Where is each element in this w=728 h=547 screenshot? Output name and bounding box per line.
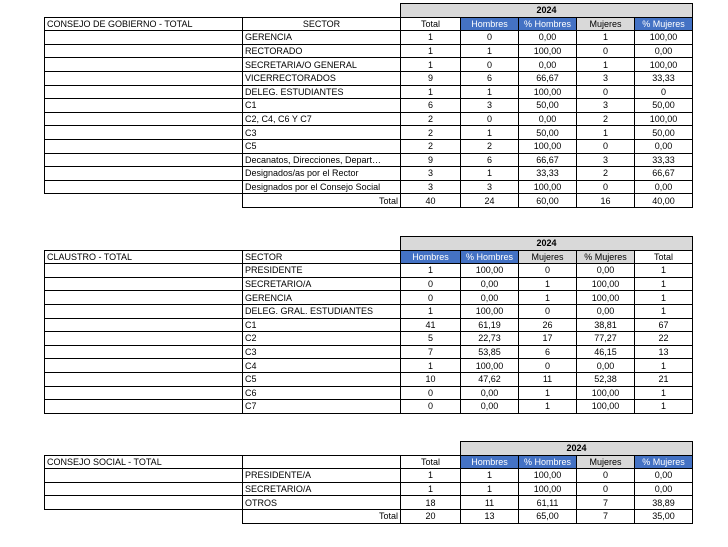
- value-cell: 21: [635, 372, 693, 386]
- table-title: CLAUSTRO - TOTAL: [45, 250, 243, 264]
- value-cell: 0,00: [577, 359, 635, 373]
- value-cell: 22,73: [461, 332, 519, 346]
- value-cell: 1: [635, 386, 693, 400]
- row-spacer: [45, 277, 243, 291]
- row-spacer: [45, 496, 243, 510]
- sector-cell: C2, C4, C6 Y C7: [243, 112, 401, 126]
- table-row: [45, 58, 693, 72]
- table-row: [45, 139, 693, 153]
- pct-hombres-header: % Hombres: [461, 250, 519, 264]
- value-cell: 3: [401, 167, 461, 181]
- sector-cell: DELEG. ESTUDIANTES: [243, 85, 401, 99]
- sector-cell: Decanatos, Direcciones, Depart…: [243, 153, 401, 167]
- total-hombres: 24: [461, 194, 519, 208]
- value-cell: 1: [401, 44, 461, 58]
- table-row: [45, 99, 693, 113]
- value-cell: 0: [577, 139, 635, 153]
- value-cell: 1: [461, 167, 519, 181]
- hombres-header: Hombres: [461, 17, 519, 31]
- row-spacer: [45, 71, 243, 85]
- value-cell: 0: [577, 44, 635, 58]
- row-spacer: [45, 139, 243, 153]
- value-cell: 0,00: [635, 469, 693, 483]
- value-cell: 67: [635, 318, 693, 332]
- value-cell: 6: [461, 71, 519, 85]
- value-cell: 66,67: [519, 71, 577, 85]
- value-cell: 1: [635, 291, 693, 305]
- sector-header: SECTOR: [243, 250, 401, 264]
- table-row: [45, 85, 693, 99]
- row-spacer: [45, 318, 243, 332]
- total-total: 40: [401, 194, 461, 208]
- value-cell: 1: [401, 31, 461, 45]
- total-row: [45, 194, 693, 208]
- row-spacer: [45, 359, 243, 373]
- table-row: [45, 482, 693, 496]
- sector-cell: C5: [243, 372, 401, 386]
- value-cell: 1: [519, 291, 577, 305]
- year-header-row: [45, 4, 693, 18]
- value-cell: 1: [519, 400, 577, 414]
- value-cell: 9: [401, 71, 461, 85]
- sector-cell: PRESIDENTE/A: [243, 469, 401, 483]
- row-spacer: [45, 44, 243, 58]
- table-row: [45, 496, 693, 510]
- value-cell: 100,00: [461, 359, 519, 373]
- sector-header: SECTOR: [243, 17, 401, 31]
- value-cell: 0: [461, 112, 519, 126]
- value-cell: 100,00: [461, 264, 519, 278]
- table-row: [45, 372, 693, 386]
- value-cell: 18: [401, 496, 461, 510]
- sector-cell: C6: [243, 386, 401, 400]
- sector-cell: Designados por el Consejo Social: [243, 180, 401, 194]
- sector-cell: C1: [243, 99, 401, 113]
- table-row: [45, 71, 693, 85]
- value-cell: 0,00: [635, 180, 693, 194]
- value-cell: 0,00: [577, 264, 635, 278]
- row-spacer: [45, 291, 243, 305]
- value-cell: 33,33: [635, 71, 693, 85]
- value-cell: 2: [401, 112, 461, 126]
- value-cell: 1: [401, 304, 461, 318]
- total-total: 20: [401, 509, 461, 523]
- value-cell: 26: [519, 318, 577, 332]
- table-row: [45, 264, 693, 278]
- value-cell: 0,00: [461, 277, 519, 291]
- table-row: [45, 345, 693, 359]
- value-cell: 0,00: [519, 112, 577, 126]
- table-row: [45, 332, 693, 346]
- consejo-gobierno-table: [44, 3, 693, 208]
- year-label: 2024: [461, 442, 693, 456]
- sector-cell: RECTORADO: [243, 44, 401, 58]
- sector-cell: VICERRECTORADOS: [243, 71, 401, 85]
- value-cell: 100,00: [577, 386, 635, 400]
- row-spacer: [45, 345, 243, 359]
- year-label: 2024: [401, 237, 693, 251]
- value-cell: 1: [635, 400, 693, 414]
- value-cell: 7: [401, 345, 461, 359]
- row-spacer: [45, 304, 243, 318]
- value-cell: 1: [401, 359, 461, 373]
- value-cell: 1: [461, 469, 519, 483]
- value-cell: 1: [461, 482, 519, 496]
- value-cell: 7: [577, 496, 635, 510]
- value-cell: 2: [461, 139, 519, 153]
- value-cell: 0,00: [519, 58, 577, 72]
- value-cell: 100,00: [577, 277, 635, 291]
- value-cell: 33,33: [519, 167, 577, 181]
- total-mujeres: 16: [577, 194, 635, 208]
- column-header-row: [45, 455, 693, 469]
- row-spacer: [45, 126, 243, 140]
- value-cell: 41: [401, 318, 461, 332]
- value-cell: 2: [577, 167, 635, 181]
- value-cell: 1: [577, 31, 635, 45]
- row-spacer: [45, 167, 243, 181]
- value-cell: 3: [577, 153, 635, 167]
- sector-cell: SECRETARIO/A: [243, 277, 401, 291]
- value-cell: 1: [461, 85, 519, 99]
- value-cell: 3: [461, 99, 519, 113]
- value-cell: 0,00: [635, 139, 693, 153]
- sector-header: [243, 455, 401, 469]
- value-cell: 6: [461, 153, 519, 167]
- sector-cell: GERENCIA: [243, 31, 401, 45]
- value-cell: 3: [577, 99, 635, 113]
- value-cell: 2: [577, 112, 635, 126]
- value-cell: 0,00: [461, 291, 519, 305]
- table-row: [45, 304, 693, 318]
- value-cell: 1: [635, 264, 693, 278]
- value-cell: 1: [401, 482, 461, 496]
- value-cell: 100,00: [519, 469, 577, 483]
- row-spacer: [45, 482, 243, 496]
- value-cell: 50,00: [635, 126, 693, 140]
- value-cell: 66,67: [635, 167, 693, 181]
- value-cell: 53,85: [461, 345, 519, 359]
- value-cell: 100,00: [519, 85, 577, 99]
- total-hombres: 13: [461, 509, 519, 523]
- value-cell: 100,00: [635, 58, 693, 72]
- value-cell: 1: [577, 58, 635, 72]
- value-cell: 11: [461, 496, 519, 510]
- pct-mujeres-header: % Mujeres: [635, 455, 693, 469]
- table-row: [45, 291, 693, 305]
- value-cell: 47,62: [461, 372, 519, 386]
- consejo-social-body: [45, 469, 693, 510]
- value-cell: 46,15: [577, 345, 635, 359]
- value-cell: 1: [519, 386, 577, 400]
- value-cell: 1: [635, 304, 693, 318]
- value-cell: 100,00: [519, 139, 577, 153]
- row-spacer: [45, 112, 243, 126]
- value-cell: 0,00: [461, 386, 519, 400]
- value-cell: 0,00: [635, 44, 693, 58]
- total-pct-mujeres: 40,00: [635, 194, 693, 208]
- table-row: [45, 126, 693, 140]
- table-row: [45, 153, 693, 167]
- value-cell: 0,00: [519, 31, 577, 45]
- total-row: [45, 509, 693, 523]
- value-cell: 1: [577, 126, 635, 140]
- row-spacer: [45, 400, 243, 414]
- value-cell: 0: [461, 58, 519, 72]
- row-spacer: [45, 180, 243, 194]
- table-row: [45, 400, 693, 414]
- row-spacer: [45, 264, 243, 278]
- total-mujeres: 7: [577, 509, 635, 523]
- value-cell: 1: [401, 264, 461, 278]
- table-row: [45, 167, 693, 181]
- year-header-row: [45, 442, 693, 456]
- column-header-row: [45, 250, 693, 264]
- total-header: Total: [401, 455, 461, 469]
- value-cell: 1: [635, 277, 693, 291]
- value-cell: 100,00: [519, 482, 577, 496]
- sector-cell: SECRETARIA/O GENERAL: [243, 58, 401, 72]
- total-label: Total: [243, 194, 401, 208]
- total-header: Total: [401, 17, 461, 31]
- value-cell: 6: [519, 345, 577, 359]
- table-row: [45, 277, 693, 291]
- value-cell: 13: [635, 345, 693, 359]
- value-cell: 100,00: [635, 31, 693, 45]
- value-cell: 52,38: [577, 372, 635, 386]
- value-cell: 1: [461, 126, 519, 140]
- value-cell: 0: [577, 180, 635, 194]
- value-cell: 61,11: [519, 496, 577, 510]
- value-cell: 0: [519, 304, 577, 318]
- value-cell: 38,81: [577, 318, 635, 332]
- value-cell: 3: [461, 180, 519, 194]
- value-cell: 3: [577, 71, 635, 85]
- table-row: [45, 31, 693, 45]
- value-cell: 9: [401, 153, 461, 167]
- value-cell: 50,00: [635, 99, 693, 113]
- row-spacer: [45, 332, 243, 346]
- sector-cell: C7: [243, 400, 401, 414]
- row-spacer: [45, 31, 243, 45]
- claustro-table: [44, 236, 693, 414]
- value-cell: 10: [401, 372, 461, 386]
- value-cell: 0: [519, 264, 577, 278]
- value-cell: 100,00: [635, 112, 693, 126]
- value-cell: 33,33: [635, 153, 693, 167]
- row-spacer: [45, 85, 243, 99]
- table-row: [45, 112, 693, 126]
- column-header-row: [45, 17, 693, 31]
- sector-cell: C3: [243, 126, 401, 140]
- table-row: [45, 469, 693, 483]
- claustro-body: [45, 264, 693, 414]
- value-cell: 0,00: [635, 482, 693, 496]
- value-cell: 3: [401, 180, 461, 194]
- table-title: CONSEJO DE GOBIERNO - TOTAL: [45, 17, 243, 31]
- value-cell: 77,27: [577, 332, 635, 346]
- sector-cell: C1: [243, 318, 401, 332]
- sector-cell: GERENCIA: [243, 291, 401, 305]
- value-cell: 38,89: [635, 496, 693, 510]
- value-cell: 1: [635, 359, 693, 373]
- sector-cell: C2: [243, 332, 401, 346]
- value-cell: 0: [401, 400, 461, 414]
- value-cell: 0: [401, 277, 461, 291]
- value-cell: 0,00: [461, 400, 519, 414]
- sector-cell: C5: [243, 139, 401, 153]
- value-cell: 100,00: [577, 400, 635, 414]
- table-row: [45, 44, 693, 58]
- value-cell: 0,00: [577, 304, 635, 318]
- value-cell: 1: [401, 469, 461, 483]
- value-cell: 0: [461, 31, 519, 45]
- value-cell: 0: [635, 85, 693, 99]
- value-cell: 1: [401, 85, 461, 99]
- pct-hombres-header: % Hombres: [519, 455, 577, 469]
- sector-cell: DELEG. GRAL. ESTUDIANTES: [243, 304, 401, 318]
- value-cell: 0: [401, 291, 461, 305]
- sector-cell: C3: [243, 345, 401, 359]
- value-cell: 22: [635, 332, 693, 346]
- value-cell: 1: [519, 277, 577, 291]
- row-spacer: [45, 372, 243, 386]
- row-spacer: [45, 469, 243, 483]
- value-cell: 0: [401, 386, 461, 400]
- value-cell: 61,19: [461, 318, 519, 332]
- table-row: [45, 318, 693, 332]
- value-cell: 2: [401, 126, 461, 140]
- sector-cell: C4: [243, 359, 401, 373]
- row-spacer: [45, 386, 243, 400]
- year-header-row: [45, 237, 693, 251]
- value-cell: 6: [401, 99, 461, 113]
- value-cell: 1: [401, 58, 461, 72]
- consejo-social-table: [44, 441, 693, 524]
- value-cell: 17: [519, 332, 577, 346]
- value-cell: 2: [401, 139, 461, 153]
- row-spacer: [45, 99, 243, 113]
- total-pct-mujeres: 35,00: [635, 509, 693, 523]
- value-cell: 0: [577, 469, 635, 483]
- total-pct-hombres: 65,00: [519, 509, 577, 523]
- mujeres-header: Mujeres: [577, 17, 635, 31]
- year-label: 2024: [401, 4, 693, 18]
- value-cell: 0: [577, 482, 635, 496]
- value-cell: 66,67: [519, 153, 577, 167]
- sector-cell: Designados/as por el Rector: [243, 167, 401, 181]
- value-cell: 50,00: [519, 99, 577, 113]
- sector-cell: PRESIDENTE: [243, 264, 401, 278]
- hombres-header: Hombres: [401, 250, 461, 264]
- total-header: Total: [635, 250, 693, 264]
- row-spacer: [45, 153, 243, 167]
- pct-hombres-header: % Hombres: [519, 17, 577, 31]
- sector-cell: SECRETARIO/A: [243, 482, 401, 496]
- value-cell: 100,00: [519, 180, 577, 194]
- value-cell: 0: [519, 359, 577, 373]
- table-row: [45, 386, 693, 400]
- value-cell: 50,00: [519, 126, 577, 140]
- sector-cell: OTROS: [243, 496, 401, 510]
- value-cell: 100,00: [519, 44, 577, 58]
- value-cell: 1: [461, 44, 519, 58]
- value-cell: 0: [577, 85, 635, 99]
- pct-mujeres-header: % Mujeres: [635, 17, 693, 31]
- hombres-header: Hombres: [461, 455, 519, 469]
- mujeres-header: Mujeres: [577, 455, 635, 469]
- total-pct-hombres: 60,00: [519, 194, 577, 208]
- value-cell: 11: [519, 372, 577, 386]
- value-cell: 100,00: [577, 291, 635, 305]
- table-title: CONSEJO SOCIAL - TOTAL: [45, 455, 243, 469]
- value-cell: 100,00: [461, 304, 519, 318]
- table-row: [45, 180, 693, 194]
- value-cell: 5: [401, 332, 461, 346]
- mujeres-header: Mujeres: [519, 250, 577, 264]
- pct-mujeres-header: % Mujeres: [577, 250, 635, 264]
- table-row: [45, 359, 693, 373]
- row-spacer: [45, 58, 243, 72]
- total-label: Total: [243, 509, 401, 523]
- consejo-gobierno-body: [45, 31, 693, 194]
